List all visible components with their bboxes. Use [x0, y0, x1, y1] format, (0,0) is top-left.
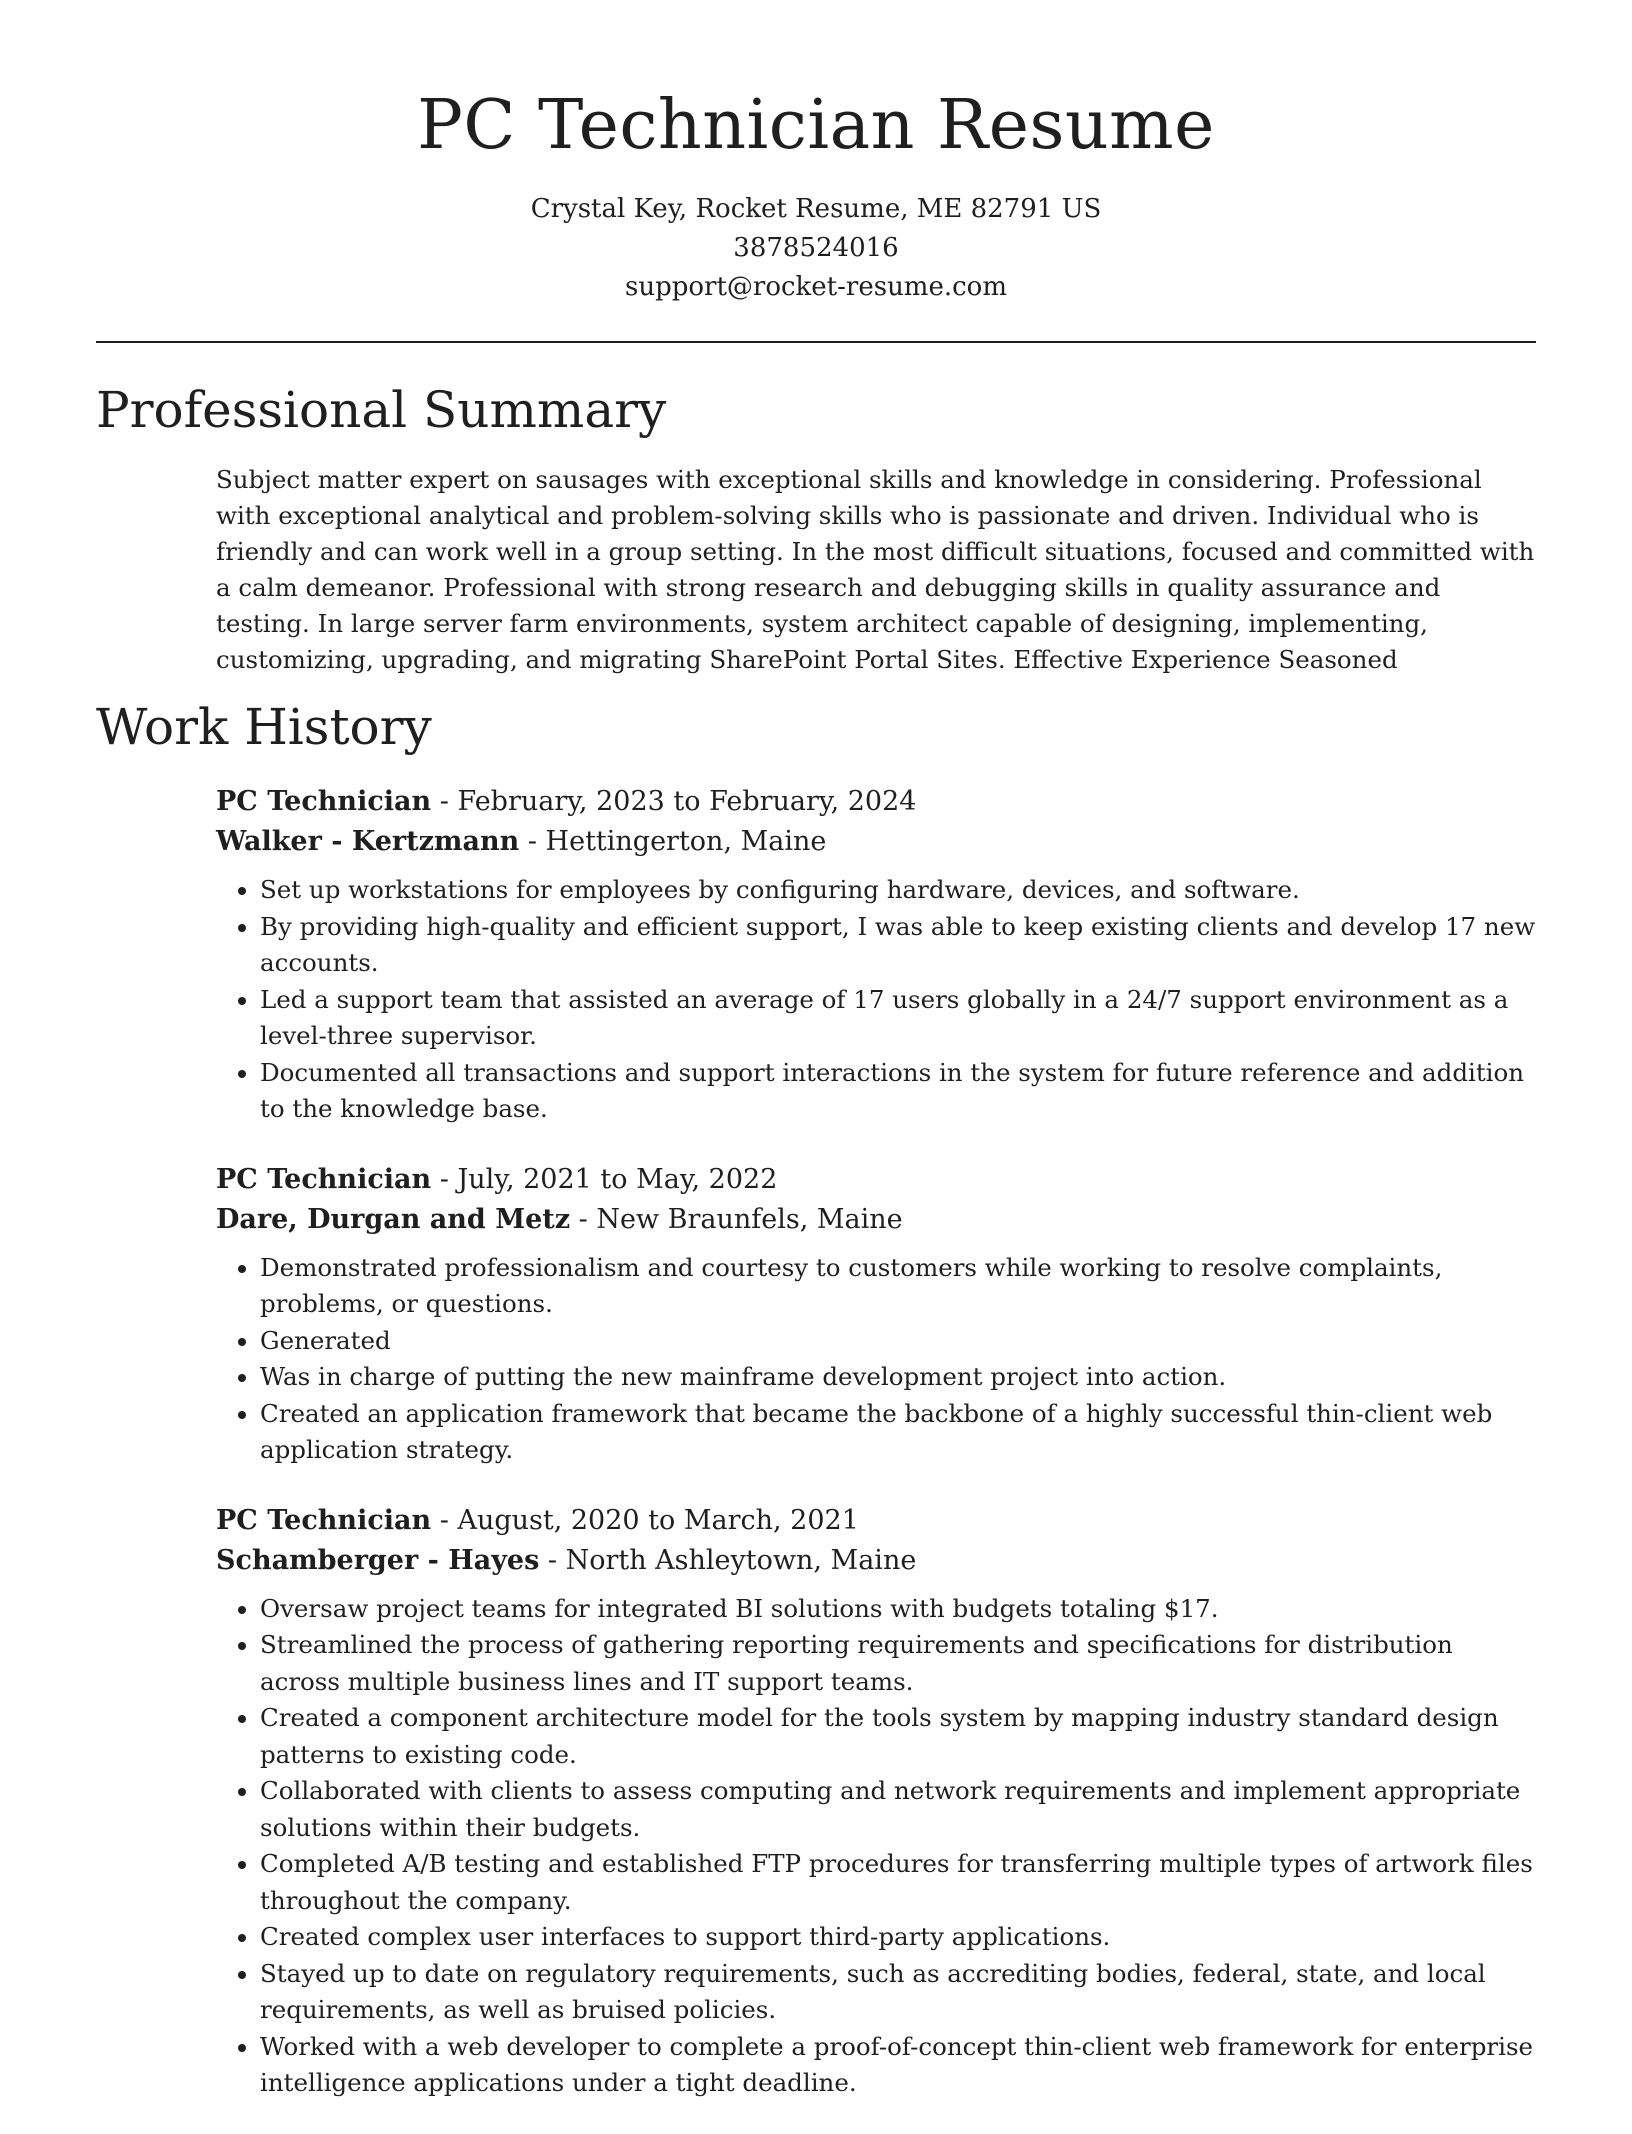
- job-bullet: • Was in charge of putting the new mainframe development project into action.: [260, 1359, 1536, 1396]
- job-dates: - February, 2023 to February, 2024: [431, 786, 917, 817]
- summary-heading: Professional Summary: [96, 381, 667, 439]
- job-bullet: • Created an application framework that became the backbone of a highly successful thin-client web application strategy.: [260, 1396, 1536, 1469]
- job-company: Walker - Kertzmann: [216, 826, 520, 857]
- work-history-heading: Work History: [96, 698, 432, 756]
- job-bullet: • Completed A/B testing and established FTP procedures for transferring multiple types of artwork files throughout the company.: [260, 1846, 1536, 1919]
- job-bullets: [216, 1591, 1536, 2102]
- job-location: - Hettingerton, Maine: [519, 826, 827, 857]
- job-entry: [216, 782, 1536, 1128]
- contact-phone: 3878524016: [733, 233, 899, 263]
- job-bullet: • Stayed up to date on regulatory requirements, such as accrediting bodies, federal, state, and local requirements, as well as bruised policies.: [260, 1956, 1536, 2029]
- job-bullet: • Created complex user interfaces to support third-party applications.: [260, 1919, 1536, 1956]
- resume-title: PC Technician Resume: [417, 86, 1215, 165]
- job-location: - North Ashleytown, Maine: [539, 1544, 917, 1576]
- job-entry: [216, 1160, 1536, 1469]
- job-title: PC Technician: [216, 1504, 432, 1536]
- job-bullets: [216, 872, 1536, 1128]
- job-company-line: [216, 1541, 1536, 1581]
- job-bullet: • By providing high-quality and efficient support, I was able to keep existing clients and develop 17 new accounts.: [260, 909, 1536, 982]
- job-bullet: • Demonstrated professionalism and courtesy to customers while working to resolve complaints, problems, or questions.: [260, 1250, 1536, 1323]
- job-company-line: [216, 822, 1536, 862]
- job-dates: - July, 2021 to May, 2022: [431, 1163, 778, 1195]
- summary-text: Subject matter expert on sausages with exceptional skills and knowledge in considering. Professional with exceptional analytical and problem-solving skills who is passionate and driven. Individual who is friendly and can work well in a group setting. In the most difficult situations, focused and committed with a calm demeanor. Professional with strong research and debugging skills in quality assurance and testing. In large server farm environments, system architect capable of designing, implementing, customizing, upgrading, and migrating SharePoint Portal Sites. Effective Experience Seasoned: [216, 465, 1535, 674]
- job-bullet: • Oversaw project teams for integrated BI solutions with budgets totaling $17.: [260, 1591, 1536, 1628]
- contact-info: [0, 190, 1632, 307]
- job-title-line: [216, 782, 1536, 822]
- job-dates: - August, 2020 to March, 2021: [431, 1504, 859, 1536]
- contact-email: support@rocket-resume.com: [624, 272, 1007, 302]
- job-bullets: [216, 1250, 1536, 1469]
- contact-address: Crystal Key, Rocket Resume, ME 82791 US: [530, 194, 1102, 224]
- job-title-line: [216, 1160, 1536, 1200]
- resume-header: [0, 0, 1632, 307]
- job-bullet: • Streamlined the process of gathering reporting requirements and specifications for distribution across multiple business lines and IT support teams.: [260, 1627, 1536, 1700]
- job-location: - New Braunfels, Maine: [570, 1203, 903, 1235]
- job-bullet: • Worked with a web developer to complete a proof-of-concept thin-client web framework for enterprise intelligence applications under a tight deadline.: [260, 2029, 1536, 2102]
- job-bullet: • Generated: [260, 1323, 1536, 1360]
- job-title: PC Technician: [216, 1163, 432, 1195]
- job-company-line: [216, 1200, 1536, 1240]
- job-company: Schamberger - Hayes: [216, 1544, 540, 1576]
- job-title-line: [216, 1501, 1536, 1541]
- job-bullet: • Led a support team that assisted an average of 17 users globally in a 24/7 support environment as a level-three supervisor.: [260, 982, 1536, 1055]
- job-bullet: • Collaborated with clients to assess computing and network requirements and implement appropriate solutions within their budgets.: [260, 1773, 1536, 1846]
- job-title: PC Technician: [216, 786, 432, 817]
- job-bullet: • Documented all transactions and support interactions in the system for future reference and addition to the knowledge base.: [260, 1055, 1536, 1128]
- job-bullet: • Set up workstations for employees by configuring hardware, devices, and software.: [260, 872, 1536, 909]
- job-entry: [216, 1501, 1536, 2102]
- work-history-list: [216, 782, 1536, 2134]
- job-bullet: • Created a component architecture model for the tools system by mapping industry standard design patterns to existing code.: [260, 1700, 1536, 1773]
- header-divider: [96, 341, 1536, 343]
- job-company: Dare, Durgan and Metz: [216, 1203, 571, 1235]
